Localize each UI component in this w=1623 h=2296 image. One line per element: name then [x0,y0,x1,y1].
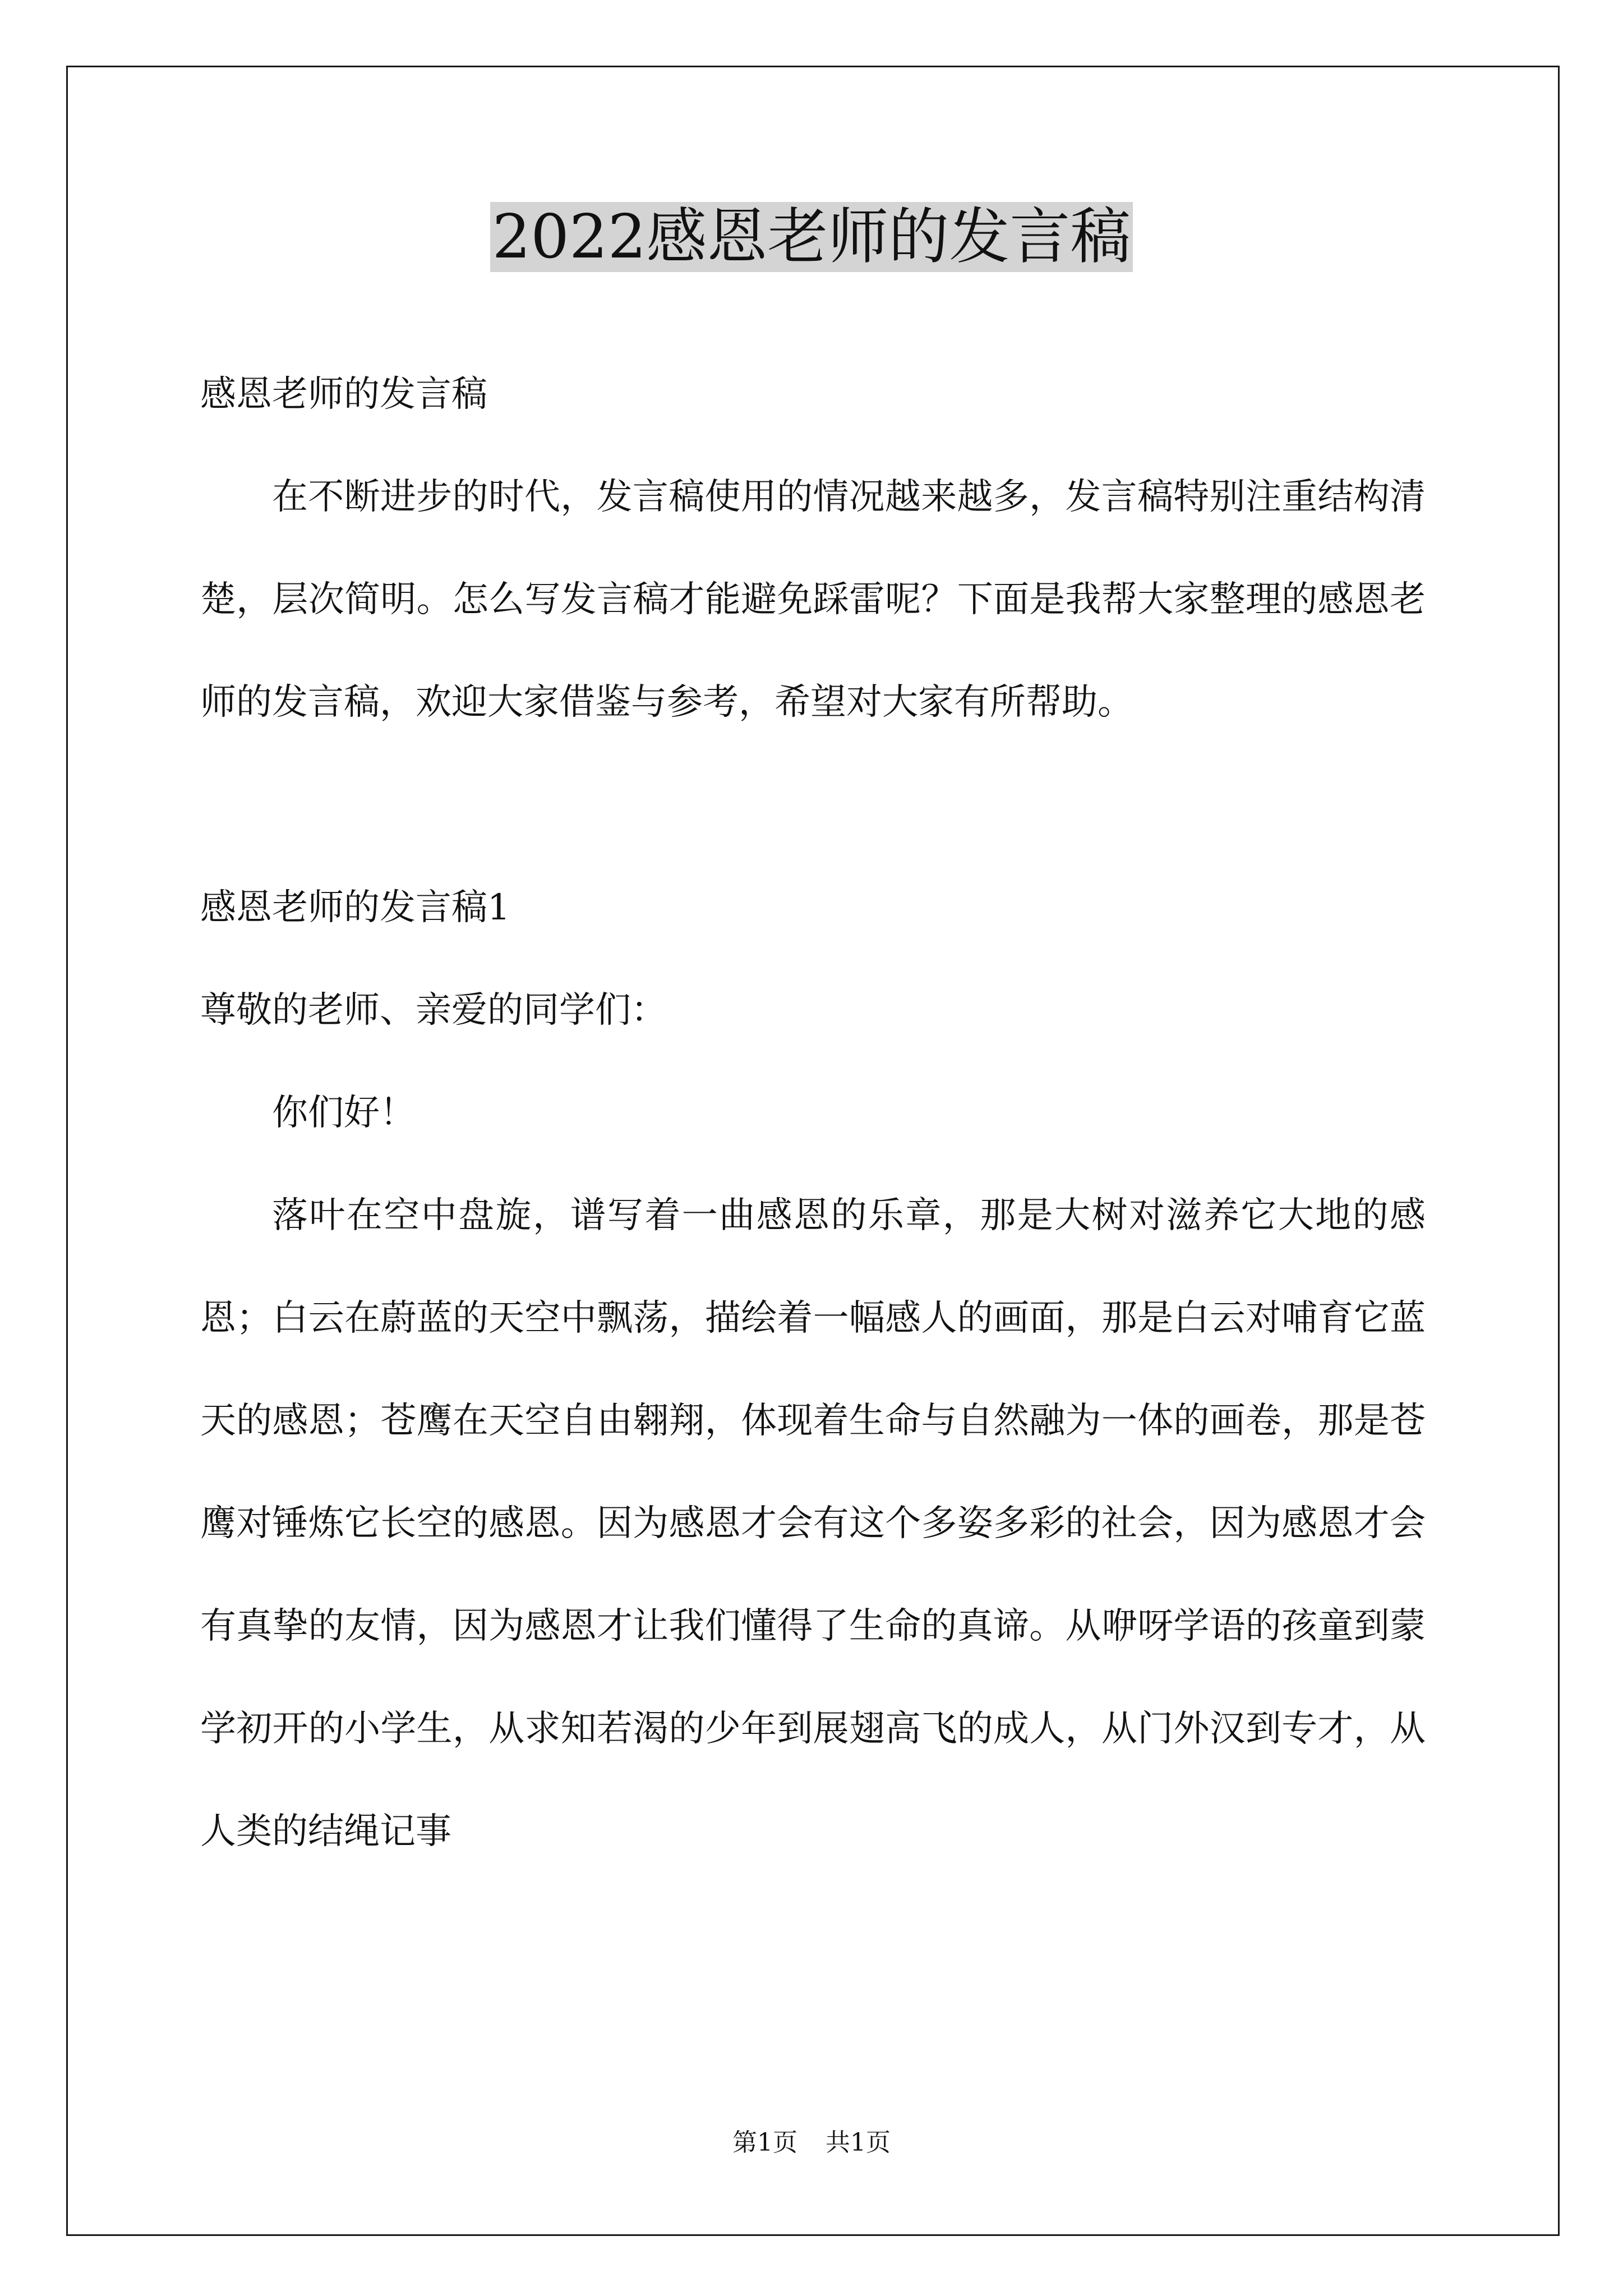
document-body [200,343,1426,1883]
page-footer [0,2126,1623,2160]
body-paragraph: 落叶在空中盘旋，谱写着一曲感恩的乐章，那是大树对滋养它大地的感恩；白云在蔚蓝的天空中飘荡，描绘着一幅感人的画面，那是白云对哺育它蓝天的感恩；苍鹰在天空自由翱翔，体现着生命与自然融为一体的画卷，那是苍鹰对锤炼它长空的感恩。因为感恩才会有这个多姿多彩的社会，因为感恩才会有真挚的友情，因为感恩才让我们懂得了生命的真谛。从咿呀学语的孩童到蒙学初开的小学生，从求知若渴的少年到展翅高飞的成人，从门外汉到专才，从人类的结绳记事 [200,1195,1426,1852]
intro-paragraph: 在不断进步的时代，发言稿使用的情况越来越多，发言稿特别注重结构清楚，层次简明。怎么写发言稿才能避免踩雷呢？下面是我帮大家整理的感恩老师的发言稿，欢迎大家借鉴与参考，希望对大家有所帮助。 [200,476,1426,723]
document-title-text: 2022感恩老师的发言稿 [490,202,1133,272]
section-heading: 感恩老师的发言稿1 [200,887,510,928]
greeting-paragraph: 你们好！ [272,1092,416,1134]
salutation-paragraph: 尊敬的老师、亲爱的同学们： [200,990,667,1031]
page-number-current: 第1页 [732,2128,797,2157]
page-number-total: 共1页 [826,2128,891,2157]
document-title [0,195,1623,279]
subtitle-paragraph: 感恩老师的发言稿 [200,374,487,415]
